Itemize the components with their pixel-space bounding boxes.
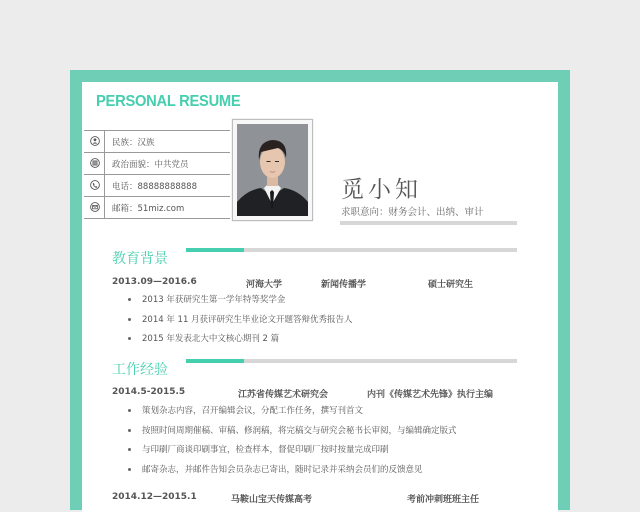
education-bullets xyxy=(128,294,353,353)
work-org: 马鞍山宝天传媒高考 xyxy=(231,495,313,505)
work-date: 2014.5-2015.5 xyxy=(112,387,186,397)
info-phone: 电话：88888888888 xyxy=(112,181,197,192)
list-item: 2013 年获研究生第一学年特等奖学金 xyxy=(128,294,353,314)
info-row-political xyxy=(84,153,230,175)
profile-photo xyxy=(232,119,313,221)
work-bullets xyxy=(128,405,457,483)
list-item: 与印刷厂商谈印刷事宜，检查样本，督促印刷厂按时按量完成印刷 xyxy=(128,444,457,464)
education-degree: 硕士研究生 xyxy=(428,280,474,290)
envelope-icon xyxy=(90,202,100,212)
candidate-name: 觅小知 xyxy=(341,177,422,203)
list-item: 2015 年发表北大中文核心期刊 2 篇 xyxy=(128,333,353,353)
info-row-phone xyxy=(84,175,230,197)
info-political: 政治面貌：中共党员 xyxy=(112,159,189,170)
info-row-ethnicity xyxy=(84,130,230,153)
education-major: 新闻传播学 xyxy=(321,280,367,290)
work-org: 江苏省传媒艺术研究会 xyxy=(238,390,329,400)
work-heading: 工作经验 xyxy=(112,362,168,378)
info-list xyxy=(84,130,230,219)
education-school: 河海大学 xyxy=(246,280,283,290)
list-item: 策划杂志内容，召开编辑会议，分配工作任务，撰写刊首文 xyxy=(128,405,457,425)
work-date: 2014.12—2015.1 xyxy=(112,492,197,502)
education-heading: 教育背景 xyxy=(112,251,168,267)
work-role: 内刊《传媒艺术先锋》执行主编 xyxy=(367,390,494,400)
list-item: 2014 年 11 月获评研究生毕业论文开题答辩优秀报告人 xyxy=(128,314,353,334)
person-icon xyxy=(90,136,100,146)
work-divider xyxy=(186,359,517,363)
education-divider xyxy=(186,248,517,252)
portrait-image xyxy=(237,124,308,216)
list-item: 按照时间周期催稿、审稿、修润稿，将完稿交与研究会秘书长审阅，与编辑确定版式 xyxy=(128,425,457,445)
info-ethnicity: 民族：汉族 xyxy=(112,137,155,148)
phone-icon xyxy=(90,180,100,190)
list-item: 邮寄杂志，并邮件告知会员杂志已寄出，随时记录并采纳会员们的反馈意见 xyxy=(128,464,457,484)
resume-title: PERSONAL RESUME xyxy=(96,93,241,110)
badge-icon xyxy=(90,158,100,168)
info-email: 邮箱：51miz.com xyxy=(112,203,185,214)
work-role: 考前冲刺班班主任 xyxy=(407,495,480,505)
job-intent: 求职意向：财务会计、出纳、审计 xyxy=(341,207,484,218)
header-divider xyxy=(340,221,517,225)
education-date: 2013.09—2016.6 xyxy=(112,277,197,287)
info-row-email xyxy=(84,197,230,219)
